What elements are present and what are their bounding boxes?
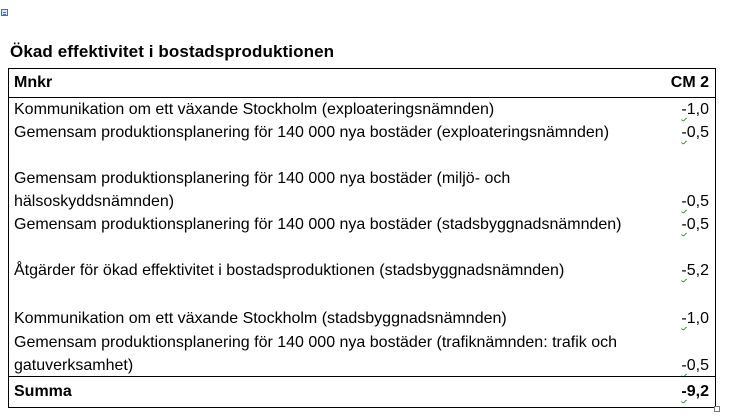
row-label: Gemensam produktionsplanering för 140 000 nya bostäder (miljö- och hälsoskyddsnämnden)	[14, 170, 511, 210]
row-sign: -	[681, 357, 687, 374]
table-header-row	[8, 68, 716, 98]
row-sign: -	[681, 310, 687, 327]
row-amount: 0,5	[686, 357, 709, 374]
table-sum-row	[8, 376, 716, 408]
row-sign: -	[681, 193, 687, 210]
row-amount: 1,0	[686, 101, 709, 118]
header-label: Mnkr	[14, 74, 53, 91]
table-row	[14, 98, 709, 121]
row-sign: -	[681, 216, 687, 233]
row-sign: -	[681, 101, 687, 118]
sum-sign: -	[681, 383, 687, 400]
header-value: CM 2	[670, 74, 709, 91]
row-amount: 1,0	[686, 310, 709, 327]
sum-label: Summa	[14, 383, 72, 400]
table-row	[14, 167, 709, 213]
row-label: Åtgärder för ökad effektivitet i bostadsproduktionen (stadsbyggnadsnämnden)	[14, 262, 565, 279]
table-title: Ökad effektivitet i bostadsproduktionen	[10, 42, 335, 61]
row-label: Gemensam produktionsplanering för 140 000 nya bostäder (exploateringsnämnden)	[14, 124, 610, 141]
table-body	[8, 98, 716, 376]
row-amount: 0,5	[686, 216, 709, 233]
row-value	[681, 259, 709, 282]
row-value	[681, 190, 709, 213]
table-row	[14, 121, 709, 144]
sum-amount: 9,2	[686, 383, 709, 400]
row-label: Kommunikation om ett växande Stockholm (stadsbyggnadsnämnden)	[14, 310, 507, 327]
row-label: Kommunikation om ett växande Stockholm (exploateringsnämnden)	[14, 101, 495, 118]
table-row	[14, 307, 709, 330]
row-value	[681, 354, 709, 377]
row-amount: 0,5	[686, 193, 709, 210]
row-label: Gemensam produktionsplanering för 140 000 nya bostäder (stadsbyggnadsnämnden)	[14, 216, 622, 233]
table-anchor-icon[interactable]	[1, 9, 8, 16]
row-amount: 5,2	[686, 262, 709, 279]
table-row	[14, 331, 709, 377]
resize-handle-icon[interactable]	[714, 406, 720, 412]
row-label: Gemensam produktionsplanering för 140 000 nya bostäder (trafiknämnden: trafik och gatuverksamhet)	[14, 334, 618, 374]
row-value	[681, 121, 709, 144]
sum-value	[681, 383, 709, 401]
table-row	[14, 259, 709, 282]
row-value	[681, 98, 709, 121]
row-value	[681, 213, 709, 236]
row-sign: -	[681, 262, 687, 279]
row-value	[681, 307, 709, 330]
table-row	[14, 213, 709, 236]
row-amount: 0,5	[686, 124, 709, 141]
row-sign: -	[681, 124, 687, 141]
